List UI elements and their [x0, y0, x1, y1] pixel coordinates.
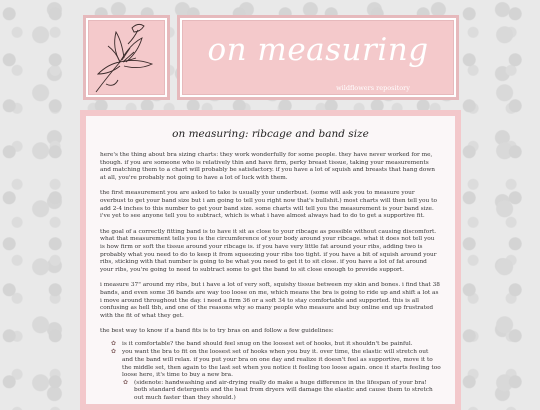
paragraph: the best way to know if a band fits is to try bras on and follow a few guidelines: [100, 328, 334, 335]
list-item [123, 379, 441, 403]
paragraph: the first measurement you are asked to take is usually your underbust. (some will ask you to measure your overbust to get your band size but i am going to tell you right now that's bullshit.) most charts will then tell you to add 2-4 inches to this number to get your band size. some charts will tell you the measurement is your band size. i've yet to see anyone tell you to subtract, which is what i have almost always had to do to get a supportive fit. [100, 190, 437, 220]
content-panel [80, 110, 461, 410]
post-body[interactable] [86, 116, 455, 404]
logo-panel [83, 15, 170, 100]
paragraph: here's the thing about bra sizing charts: they work wonderfully for some people. they have never worked for me, though. if you are someone who is relatively thin and have firm, perky breast tissue, taking your measurements and matching them to a chart will probably be satisfactory. if you have a lot of squish and breasts that hang down at all, you're probably not going to have a lot of luck with them. [100, 152, 436, 181]
lily-flower-icon [86, 18, 167, 97]
list-item [111, 340, 441, 349]
list-item-text: you want the bra to fit on the loosest set of hooks when you buy it. over time, the elastic will stretch out and the band will relax. if you put your bra on one day and realize it doesn't feel as supportive, move it to the middle set, then again to the last set when you notice it feeling too loose again. once it starts feeling too loose here, it's time to buy a new bra. [122, 349, 441, 379]
header-panel [177, 15, 459, 100]
flower-bullet-icon: ✿ [123, 379, 128, 386]
sub-list [122, 380, 441, 403]
site-subtitle: wildflowers repository [336, 84, 410, 92]
paragraph: the goal of a correctly fitting band is to have it sit as close to your ribcage as possible without causing discomfort. what that measurement tells you is the circumference of your body around your ribcage. what it does not tell you is how firm or soft the tissue around your ribcage is. if you have very little fat around your ribs, adding two is probably what you need to do to keep it from squeezing your ribs too tight. if you have a bit of squish around your ribs, sticking with that number is going to be what you need to get it to sit close. if you have a lot of fat around your ribs, you're going to need to subtract some to get the band to sit close enough to provide support. [100, 228, 437, 273]
list-item [111, 349, 441, 402]
flower-bullet-icon: ✿ [111, 349, 116, 356]
site-title[interactable]: on measuring [207, 32, 429, 68]
list-item-text: is it comfortable? the band should feel snug on the loosest set of hooks, but it shouldn't be painful. [122, 340, 413, 347]
guidelines-list [100, 341, 441, 403]
paragraph: i measure 37" around my ribs, but i have a lot of very soft, squishy tissue between my skin and bones. i find that 38 bands, and even some 36 bands are way too loose on me, which means the bra is going to ride up and shift a lot as i move around throughout the day. i need a firm 36 or a soft 34 to stay comfortable and supported. this is all confusing as hell tbh, and one of the reasons why so many people who measure and buy online end up frustrated with the fit of what they get. [100, 282, 440, 319]
sidenote-text: (sidenote: handwashing and air-drying really do make a huge difference in the lifespan of your bra! both standard detergents and the heat from dryers will damage the elastic and cause them to stretch out much faster than they should.) [134, 379, 433, 402]
post-title: on measuring: ribcage and band size [172, 128, 369, 140]
flower-bullet-icon: ✿ [111, 340, 116, 347]
